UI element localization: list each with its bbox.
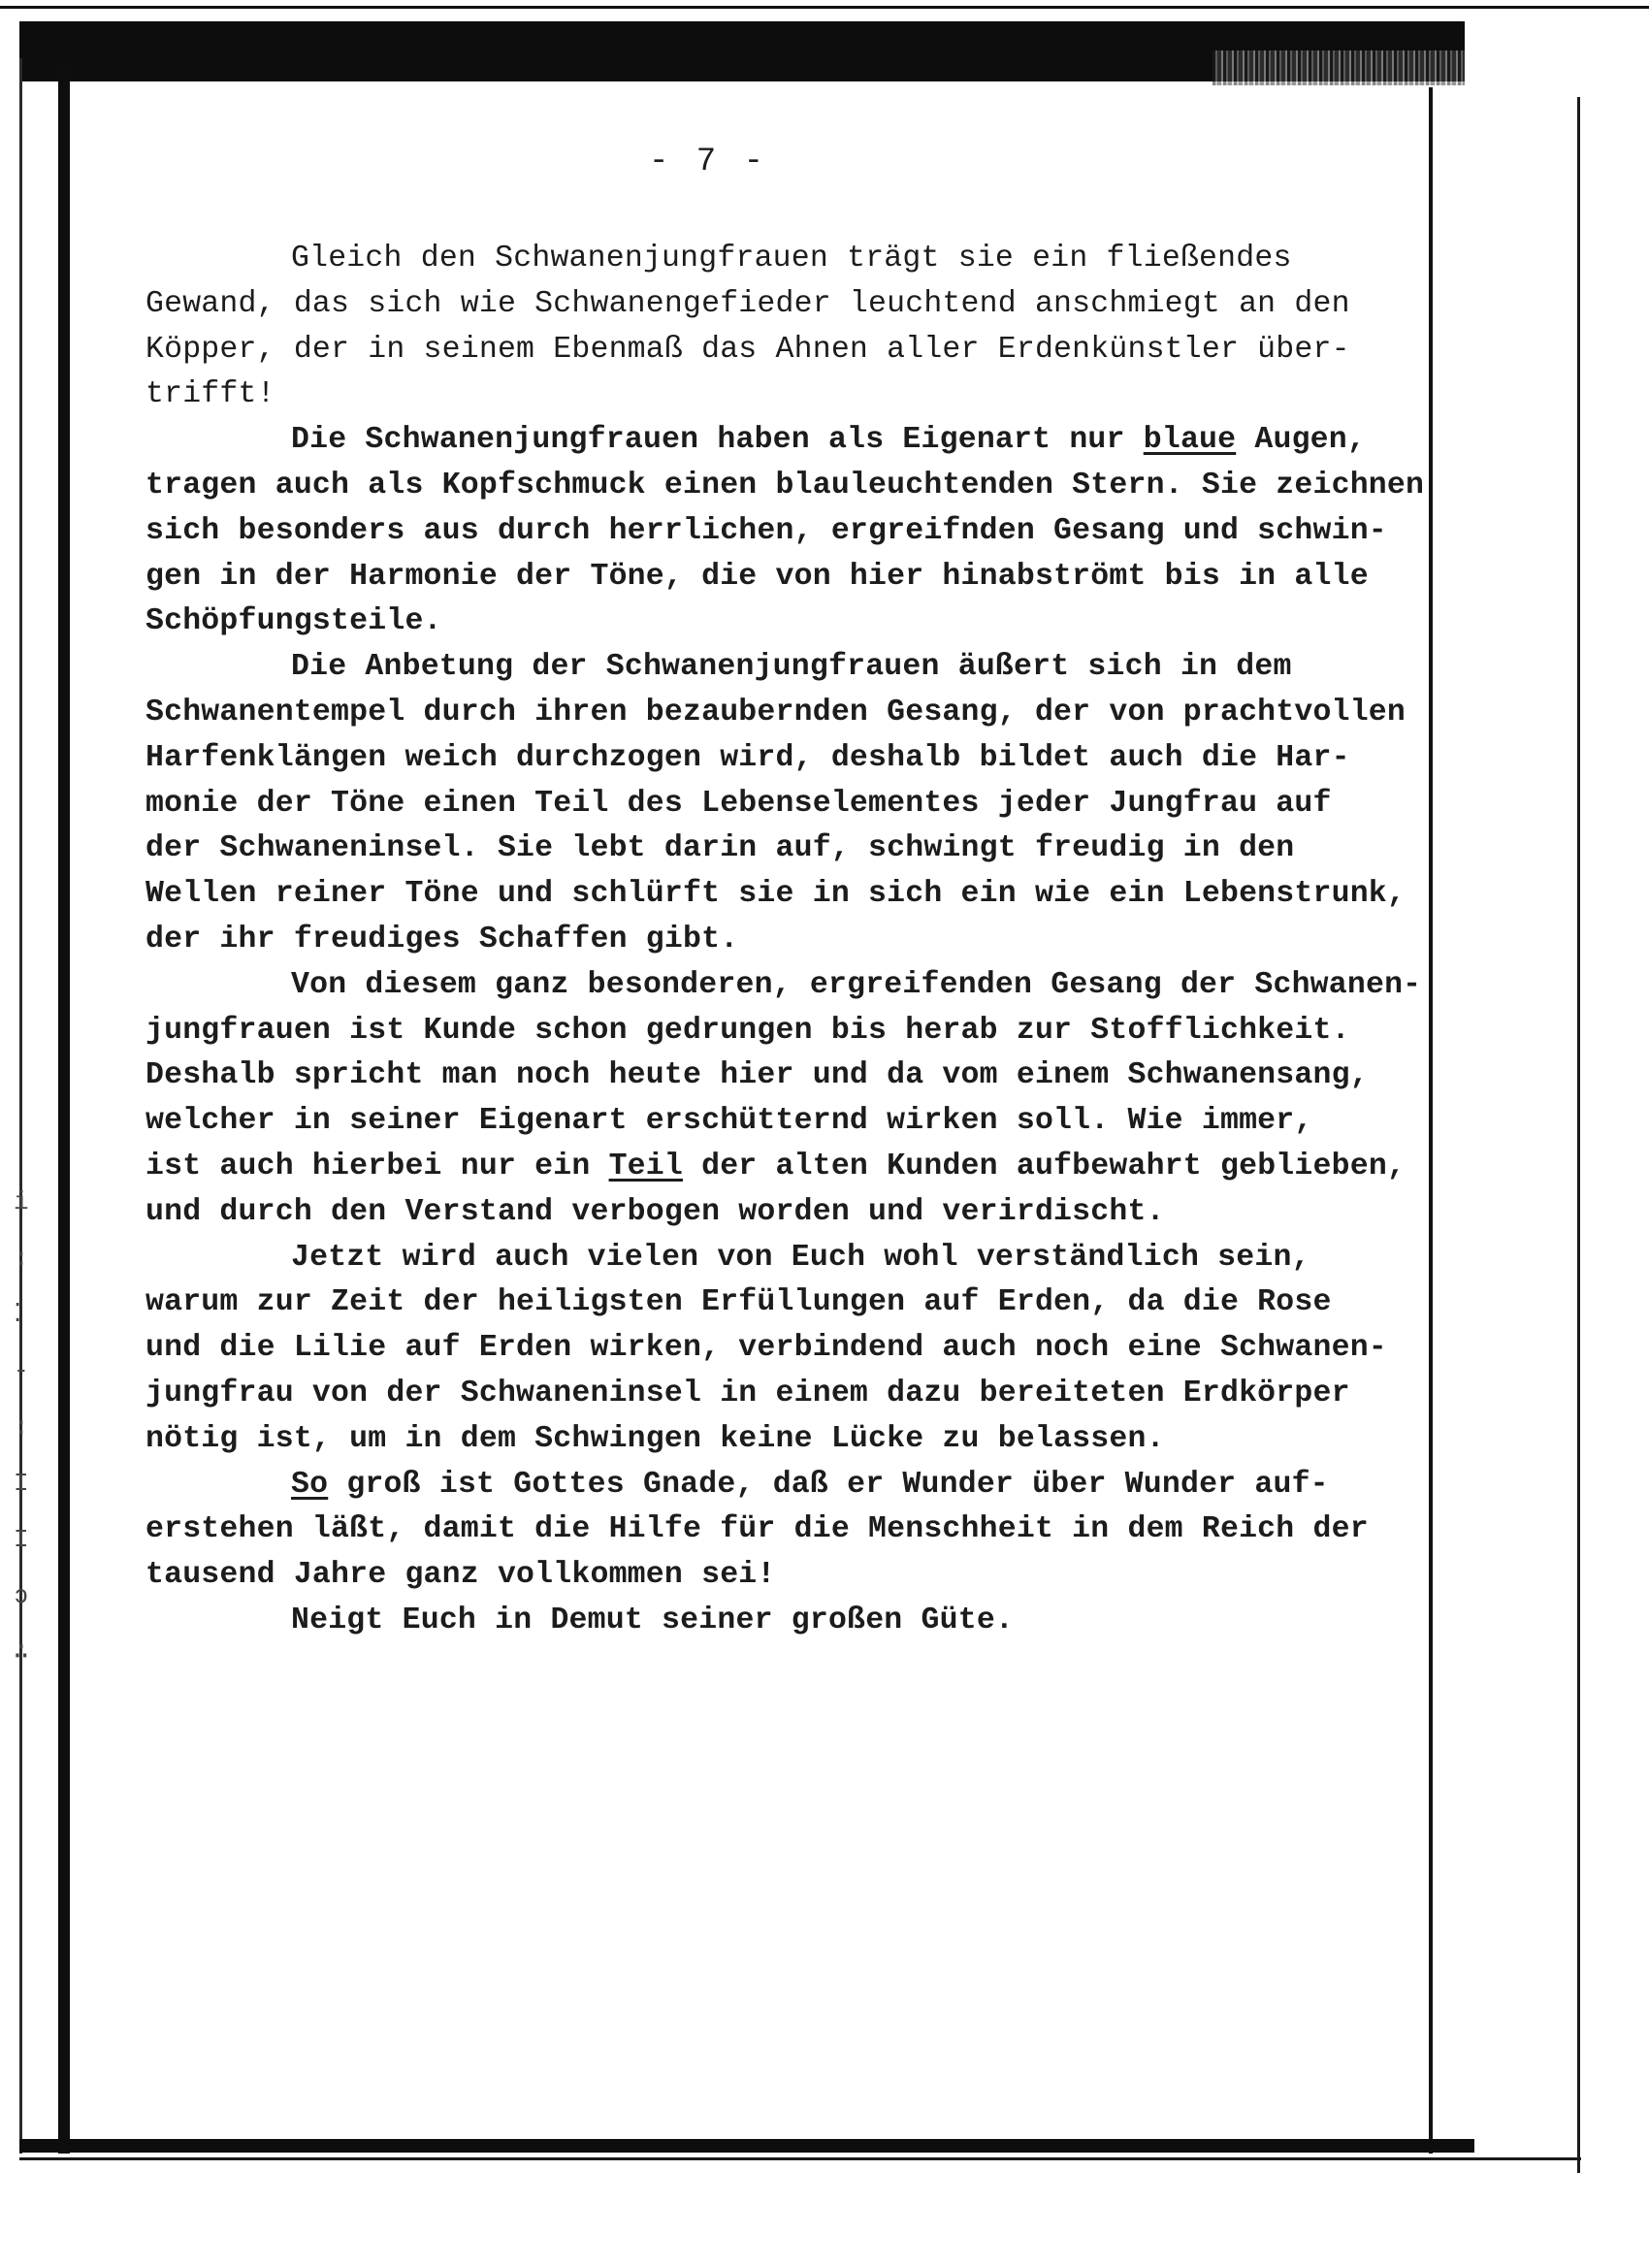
underlined-word: blaue <box>1143 423 1237 458</box>
document-body <box>146 237 1474 1644</box>
paragraph <box>146 418 1474 645</box>
text-line: tausend Jahre ganz vollkommen sei! <box>146 1558 776 1593</box>
margin-mark: : <box>14 1412 29 1442</box>
text-line: monie der Töne einen Teil des Lebenselementes jeder Jungfrau auf <box>146 786 1332 821</box>
text-line: gen in der Harmonie der Töne, die von hier hinabströmt bis in alle <box>146 559 1369 594</box>
text-line: Gleich den Schwanenjungfrauen trägt sie ein fließendes <box>291 242 1292 275</box>
margin-mark: i <box>14 1187 29 1216</box>
text-line: So groß ist Gottes Gnade, daß er Wunder über Wunder auf- <box>291 1467 1329 1502</box>
text-line: jungfrauen ist Kunde schon gedrungen bis herab zur Stofflichkeit. <box>146 1013 1350 1048</box>
text-line: sich besonders aus durch herrlichen, ergreifnden Gesang und schwin- <box>146 513 1387 548</box>
margin-marks <box>14 1174 43 1680</box>
paragraph <box>146 1463 1474 1599</box>
text-line: der ihr freudiges Schaffen gibt. <box>146 922 739 956</box>
paragraph <box>146 1599 1474 1644</box>
text-line: Gewand, das sich wie Schwanengefieder leuchtend anschmiegt an den <box>146 286 1350 321</box>
scan-edge-bottom <box>19 2139 1474 2153</box>
scan-edge-left-outer <box>19 58 22 2154</box>
text-line: Die Schwanenjungfrauen haben als Eigenart nur blaue Augen, <box>291 423 1366 458</box>
scan-edge-bottom-line <box>19 2157 1581 2160</box>
text-line: Schöpfungsteile. <box>146 604 442 639</box>
margin-mark: ⁚ <box>14 1300 22 1329</box>
text-line: Schwanentempel durch ihren bezaubernden Gesang, der von prachtvollen <box>146 695 1406 729</box>
margin-mark: ∴ <box>14 1637 29 1667</box>
text-line: nötig ist, um in dem Schwingen keine Lücke zu belassen. <box>146 1421 1165 1456</box>
text-line: und die Lilie auf Erden wirken, verbindend auch noch eine Schwanen- <box>146 1331 1387 1366</box>
text-line: erstehen läßt, damit die Hilfe für die Menschheit in dem Reich der <box>146 1512 1369 1547</box>
text-line: welcher in seiner Eigenart erschütternd wirken soll. Wie immer, <box>146 1104 1313 1139</box>
scan-edge-left <box>58 58 70 2154</box>
paragraph <box>146 1236 1474 1463</box>
underlined-word: So <box>291 1467 329 1502</box>
text-line: ist auch hierbei nur ein Teil der alten Kunden aufbewahrt geblieben, <box>146 1149 1406 1183</box>
text-line: und durch den Verstand verbogen worden und verirdischt. <box>146 1194 1165 1229</box>
text-line: der Schwaneninsel. Sie lebt darin auf, schwingt freudig in den <box>146 831 1295 866</box>
text-line: Köpper, der in seinem Ebenmaß das Ahnen aller Erdenkünstler über- <box>146 332 1350 367</box>
margin-mark: I <box>14 1469 29 1498</box>
margin-mark: - <box>14 1356 29 1385</box>
text-line: Neigt Euch in Demut seiner großen Güte. <box>291 1603 1015 1637</box>
text-line: Harfenklängen weich durchzogen wird, deshalb bildet auch die Har- <box>146 740 1350 775</box>
text-line: Die Anbetung der Schwanenjungfrauen äußert sich in dem <box>291 650 1292 685</box>
scan-noise <box>1212 50 1465 85</box>
text-line: jungfrau von der Schwaneninsel in einem dazu bereiteten Erdkörper <box>146 1376 1350 1410</box>
paragraph <box>146 645 1474 963</box>
margin-mark: I <box>14 1525 29 1554</box>
scan-edge-right-outer <box>1577 97 1580 2173</box>
text-line: trifft! <box>146 377 275 412</box>
text-line: warum zur Zeit der heiligsten Erfüllungen auf Erden, da die Rose <box>146 1285 1332 1320</box>
paragraph <box>146 237 1474 418</box>
underlined-word: Teil <box>608 1149 683 1183</box>
text-line: Von diesem ganz besonderen, ergreifenden Gesang der Schwanen- <box>291 967 1422 1002</box>
text-line: tragen auch als Kopfschmuck einen blauleuchtenden Stern. Sie zeichnen <box>146 468 1425 502</box>
text-line: Jetzt wird auch vielen von Euch wohl verständlich sein, <box>291 1240 1310 1275</box>
page-number: - 7 - <box>648 144 768 180</box>
margin-mark: : <box>14 1244 29 1273</box>
text-line: Wellen reiner Töne und schlürft sie in sich ein wie ein Lebenstrunk, <box>146 877 1406 912</box>
margin-mark: ↄ <box>14 1581 29 1610</box>
scan-edge-top-line <box>0 6 1649 9</box>
paragraph <box>146 963 1474 1236</box>
text-line: Deshalb spricht man noch heute hier und da vom einem Schwanensang, <box>146 1058 1369 1093</box>
